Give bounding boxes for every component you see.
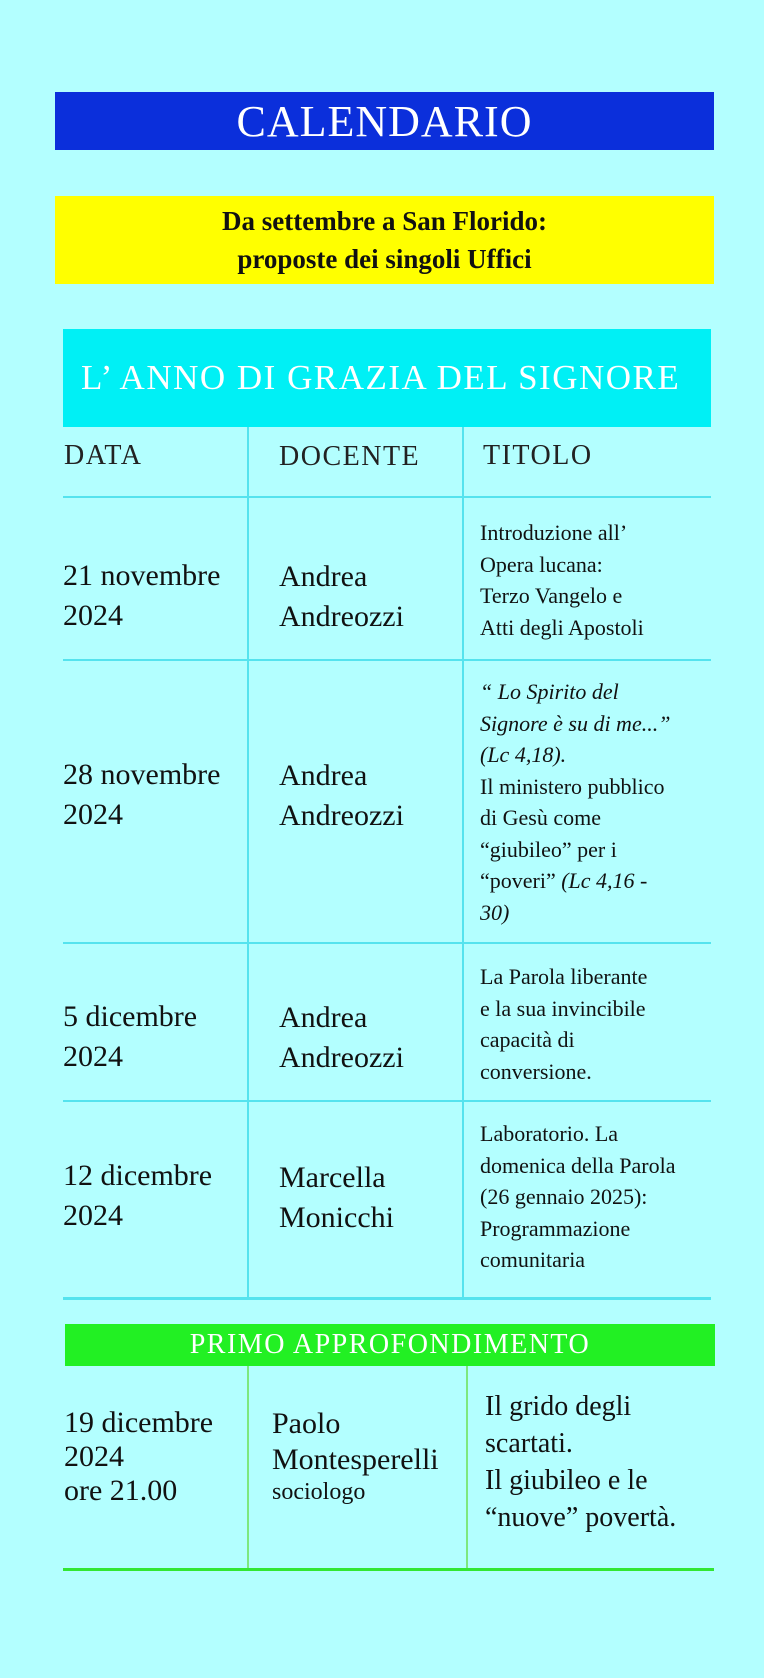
docente-role: sociologo	[272, 1479, 366, 1505]
table-row-date: 28 novembre 2024	[63, 758, 221, 831]
table-row-date: 12 dicembre 2024	[63, 1159, 213, 1232]
table-row-docente: Paolo Montesperelli sociologo	[272, 1407, 439, 1505]
table-row-docente: Andrea Andreozzi	[279, 560, 404, 633]
column-divider	[247, 1366, 249, 1569]
subtitle-box	[55, 196, 714, 284]
subtitle-line-2: proposte dei singoli Uffici	[237, 244, 532, 274]
column-divider	[462, 427, 464, 1297]
column-divider	[466, 1366, 468, 1569]
table-row-date: 19 dicembre 2024 ore 21.00	[64, 1406, 214, 1507]
table-row-titolo: La Parola liberante e la sua invincibile capacità di conversione.	[480, 964, 648, 1084]
table-row-titolo: Introduzione all’ Opera lucana: Terzo Vangelo e Atti degli Apostoli	[480, 520, 644, 640]
row-divider	[63, 659, 711, 661]
page-title: CALENDARIO	[55, 92, 714, 150]
subtitle-line-1: Da settembre a San Florido:	[222, 206, 547, 236]
table-row-date: 21 novembre 2024	[63, 559, 221, 632]
table-row-titolo: Il grido degli scartati. Il giubileo e le “nuove” povertà.	[485, 1391, 677, 1533]
table-row-docente: Andrea Andreozzi	[279, 759, 404, 832]
table-row-titolo: Laboratorio. La domenica della Parola (26 gennaio 2025): Programmazione comunitaria	[480, 1121, 676, 1272]
table-row-date: 5 dicembre 2024	[63, 1000, 198, 1073]
table-row-docente: Marcella Monicchi	[279, 1161, 394, 1234]
row-divider	[63, 1297, 711, 1300]
row-divider	[63, 496, 711, 498]
table-row-titolo: “ Lo Spirito del Signore è su di me...” (Lc 4,18). Il ministero pubblico di Gesù come “giubileo” per i “poveri” (Lc 4,16 - 30)	[480, 679, 671, 925]
table-row-docente: Andrea Andreozzi	[279, 1001, 404, 1074]
column-divider	[247, 427, 249, 1297]
section-title-anno-di-grazia: L’ ANNO DI GRAZIA DEL SIGNORE	[63, 329, 711, 427]
section-title-primo-approfondimento: PRIMO APPROFONDIMENTO	[65, 1324, 715, 1366]
row-divider	[63, 942, 711, 944]
column-header-titolo: TITOLO	[483, 440, 593, 471]
table-bottom-rule	[63, 1568, 714, 1571]
column-header-docente: DOCENTE	[279, 441, 421, 472]
column-header-data: DATA	[64, 440, 143, 471]
row-divider	[63, 1100, 711, 1102]
